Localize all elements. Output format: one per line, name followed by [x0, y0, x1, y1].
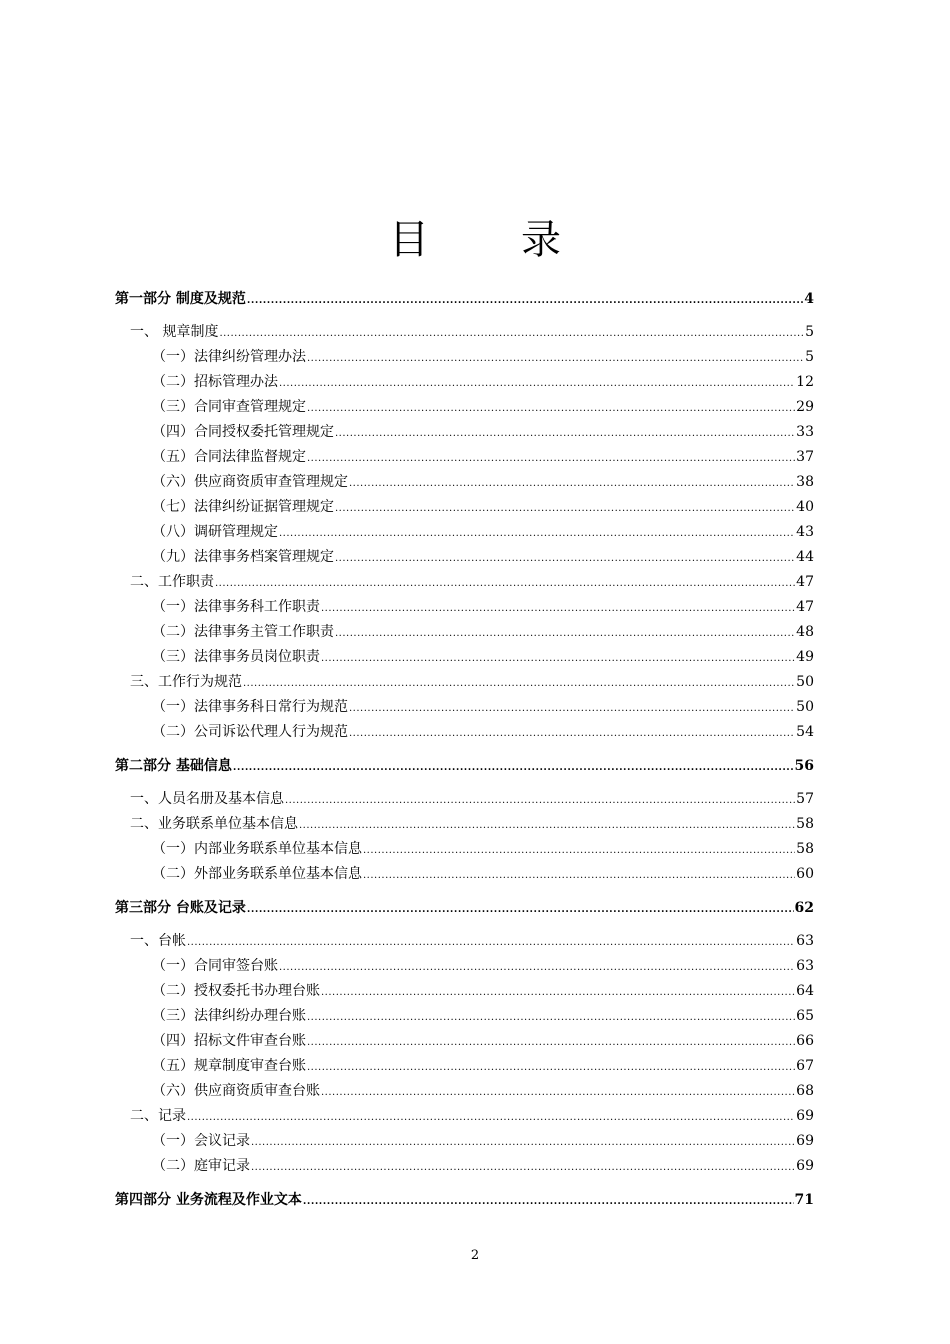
toc-entry[interactable] — [115, 1104, 814, 1129]
title-char-2: 录 — [521, 217, 561, 263]
toc-entry-label: 二、工作职责 — [130, 574, 214, 590]
toc-entry-page: 62 — [794, 900, 814, 916]
toc-entry-label: （三）合同审查管理规定 — [152, 399, 306, 415]
toc-dot-leader — [215, 571, 795, 596]
toc-dot-leader — [363, 863, 795, 888]
toc-dot-leader — [363, 838, 795, 863]
toc-entry[interactable] — [115, 320, 814, 345]
toc-dot-leader — [307, 446, 795, 471]
toc-entry-label: （三）法律纠纷办理台账 — [152, 1008, 306, 1024]
toc-dot-leader — [349, 721, 795, 746]
table-of-contents — [115, 286, 814, 1221]
toc-entry-label: （二）法律事务主管工作职责 — [152, 624, 334, 640]
toc-entry[interactable] — [115, 395, 814, 420]
toc-dot-leader — [307, 1055, 795, 1080]
toc-entry-page: 57 — [796, 791, 814, 807]
toc-dot-leader — [335, 546, 795, 571]
toc-entry[interactable] — [115, 695, 814, 720]
toc-entry[interactable] — [115, 929, 814, 954]
toc-entry-label: （八）调研管理规定 — [152, 524, 278, 540]
toc-entry[interactable] — [115, 570, 814, 595]
toc-entry-label: （一）内部业务联系单位基本信息 — [152, 841, 362, 857]
toc-entry[interactable] — [115, 1029, 814, 1054]
toc-part-entry[interactable] — [115, 1187, 814, 1213]
toc-entry[interactable] — [115, 645, 814, 670]
toc-entry-label: （七）法律纠纷证据管理规定 — [152, 499, 334, 515]
toc-dot-leader — [251, 1130, 795, 1155]
toc-entry-label: 一、台帐 — [130, 933, 186, 949]
toc-entry-page: 56 — [794, 758, 814, 774]
toc-entry[interactable] — [115, 812, 814, 837]
toc-entry[interactable] — [115, 954, 814, 979]
toc-entry[interactable] — [115, 979, 814, 1004]
toc-entry-label: （九）法律事务档案管理规定 — [152, 549, 334, 565]
toc-entry[interactable] — [115, 470, 814, 495]
toc-entry-page: 29 — [796, 399, 814, 415]
toc-entry-label: （二）外部业务联系单位基本信息 — [152, 866, 362, 882]
toc-entry-page: 50 — [796, 699, 814, 715]
toc-dot-leader — [247, 288, 803, 314]
toc-entry-page: 47 — [796, 599, 814, 615]
toc-entry[interactable] — [115, 345, 814, 370]
toc-entry-page: 50 — [796, 674, 814, 690]
toc-dot-leader — [321, 646, 795, 671]
toc-dot-leader — [335, 421, 795, 446]
toc-dot-leader — [307, 1005, 795, 1030]
toc-entry-page: 65 — [796, 1008, 814, 1024]
toc-dot-leader — [335, 621, 795, 646]
toc-entry[interactable] — [115, 370, 814, 395]
toc-entry-label: （二）公司诉讼代理人行为规范 — [152, 724, 348, 740]
toc-entry-page: 69 — [796, 1108, 814, 1124]
toc-entry-label: （三）法律事务员岗位职责 — [152, 649, 320, 665]
toc-entry[interactable] — [115, 420, 814, 445]
toc-part-entry[interactable] — [115, 753, 814, 779]
toc-entry-page: 12 — [796, 374, 814, 390]
toc-entry-label: （一）会议记录 — [152, 1133, 250, 1149]
toc-dot-leader — [349, 471, 795, 496]
toc-entry-label: （一）法律事务科日常行为规范 — [152, 699, 348, 715]
toc-entry[interactable] — [115, 1004, 814, 1029]
toc-dot-leader — [247, 897, 794, 923]
toc-entry-label: （一）合同审签台账 — [152, 958, 278, 974]
toc-entry-label: （一）法律纠纷管理办法 — [152, 349, 306, 365]
toc-entry-page: 58 — [796, 816, 814, 832]
page-title — [0, 212, 950, 268]
toc-entry[interactable] — [115, 495, 814, 520]
toc-entry-label: （一）法律事务科工作职责 — [152, 599, 320, 615]
toc-entry-label: （四）招标文件审查台账 — [152, 1033, 306, 1049]
toc-entry-label: 第二部分 基础信息 — [115, 758, 232, 774]
toc-entry-page: 58 — [796, 841, 814, 857]
toc-entry-page: 38 — [796, 474, 814, 490]
toc-dot-leader — [251, 1155, 795, 1180]
toc-entry-label: （二）庭审记录 — [152, 1158, 250, 1174]
toc-entry-page: 71 — [794, 1192, 814, 1208]
toc-entry[interactable] — [115, 1079, 814, 1104]
toc-entry[interactable] — [115, 837, 814, 862]
toc-entry[interactable] — [115, 1154, 814, 1179]
toc-entry-page: 69 — [796, 1158, 814, 1174]
toc-entry-label: 一、人员名册及基本信息 — [130, 791, 284, 807]
toc-entry-page: 48 — [796, 624, 814, 640]
toc-part-entry[interactable] — [115, 286, 814, 312]
toc-entry-label: 一、 规章制度 — [130, 324, 219, 340]
toc-dot-leader — [233, 755, 794, 781]
toc-dot-leader — [299, 813, 795, 838]
toc-entry[interactable] — [115, 720, 814, 745]
toc-dot-leader — [243, 671, 795, 696]
toc-entry[interactable] — [115, 445, 814, 470]
toc-entry-page: 54 — [796, 724, 814, 740]
toc-entry-page: 63 — [796, 958, 814, 974]
toc-dot-leader — [187, 1105, 795, 1130]
toc-dot-leader — [219, 321, 804, 346]
toc-entry[interactable] — [115, 545, 814, 570]
toc-entry-page: 5 — [805, 324, 814, 340]
toc-dot-leader — [307, 396, 795, 421]
toc-entry-label: （二）授权委托书办理台账 — [152, 983, 320, 999]
toc-entry-page: 67 — [796, 1058, 814, 1074]
toc-entry-label: （六）供应商资质审查台账 — [152, 1083, 320, 1099]
toc-entry-label: （六）供应商资质审查管理规定 — [152, 474, 348, 490]
toc-entry[interactable] — [115, 620, 814, 645]
toc-entry-page: 64 — [796, 983, 814, 999]
toc-dot-leader — [321, 596, 795, 621]
toc-dot-leader — [187, 930, 795, 955]
toc-entry-label: 第一部分 制度及规范 — [115, 291, 246, 307]
toc-dot-leader — [335, 496, 795, 521]
toc-entry-label: （五）合同法律监督规定 — [152, 449, 306, 465]
toc-entry-page: 47 — [796, 574, 814, 590]
toc-entry-label: 三、工作行为规范 — [130, 674, 242, 690]
toc-dot-leader — [279, 521, 795, 546]
toc-dot-leader — [321, 980, 795, 1005]
toc-entry-label: 第三部分 台账及记录 — [115, 900, 246, 916]
toc-entry-page: 40 — [796, 499, 814, 515]
page-number: 2 — [470, 1248, 480, 1263]
toc-dot-leader — [321, 1080, 795, 1105]
toc-entry-label: （五）规章制度审查台账 — [152, 1058, 306, 1074]
toc-entry[interactable] — [115, 1054, 814, 1079]
toc-dot-leader — [279, 371, 795, 396]
toc-entry-label: 二、业务联系单位基本信息 — [130, 816, 298, 832]
toc-entry-label: 第四部分 业务流程及作业文本 — [115, 1192, 302, 1208]
toc-dot-leader — [307, 346, 804, 371]
toc-dot-leader — [307, 1030, 795, 1055]
toc-part-entry[interactable] — [115, 895, 814, 921]
toc-entry-page: 49 — [796, 649, 814, 665]
toc-entry-label: 二、记录 — [130, 1108, 186, 1124]
toc-entry-page: 60 — [796, 866, 814, 882]
toc-entry-page: 66 — [796, 1033, 814, 1049]
toc-entry-page: 68 — [796, 1083, 814, 1099]
toc-entry[interactable] — [115, 670, 814, 695]
toc-entry-label: （四）合同授权委托管理规定 — [152, 424, 334, 440]
toc-dot-leader — [349, 696, 795, 721]
toc-entry-page: 5 — [805, 349, 814, 365]
toc-entry-page: 44 — [796, 549, 814, 565]
toc-entry-page: 69 — [796, 1133, 814, 1149]
title-char-1: 目 — [389, 217, 429, 263]
toc-dot-leader — [303, 1189, 794, 1215]
toc-entry[interactable] — [115, 1129, 814, 1154]
toc-entry[interactable] — [115, 520, 814, 545]
toc-entry-page: 43 — [796, 524, 814, 540]
toc-dot-leader — [285, 788, 795, 813]
toc-entry-page: 63 — [796, 933, 814, 949]
toc-entry-page: 4 — [804, 291, 814, 307]
toc-entry[interactable] — [115, 787, 814, 812]
toc-entry[interactable] — [115, 862, 814, 887]
toc-entry-page: 33 — [796, 424, 814, 440]
toc-entry-label: （二）招标管理办法 — [152, 374, 278, 390]
toc-entry-page: 37 — [796, 449, 814, 465]
toc-dot-leader — [279, 955, 795, 980]
toc-entry[interactable] — [115, 595, 814, 620]
